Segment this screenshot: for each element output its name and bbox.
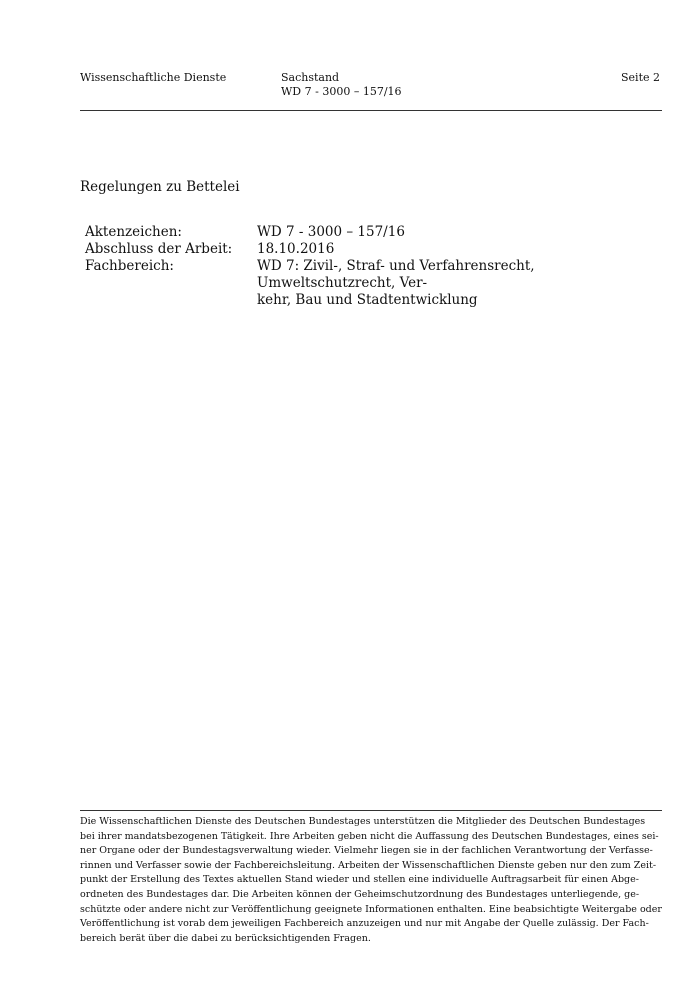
- header-doc-info: [281, 71, 402, 99]
- metadata-label: Abschluss der Arbeit:: [85, 241, 233, 257]
- header-doc-type: Sachstand: [281, 71, 340, 84]
- metadata-row-aktenzeichen: [85, 224, 657, 241]
- disclaimer-line: bei ihrer mandatsbezogenen Tätigkeit. Ihre Arbeiten geben nicht die Auffassung des Deutschen Bundestages, eines sei-: [80, 830, 659, 842]
- metadata-table: [85, 224, 657, 309]
- metadata-value: [257, 241, 657, 258]
- disclaimer-text: [80, 815, 662, 946]
- metadata-value-line: 18.10.2016: [257, 241, 335, 257]
- header-divider: [80, 110, 662, 111]
- footer-divider: [80, 810, 662, 811]
- metadata-row-abschluss: [85, 241, 657, 258]
- disclaimer-line: rinnen und Verfasser sowie der Fachbereichsleitung. Arbeiten der Wissenschaftlichen Dienste geben nur den zum Zeit-: [80, 859, 657, 871]
- metadata-label: Fachbereich:: [85, 258, 174, 274]
- metadata-value: [257, 258, 657, 309]
- metadata-value-line: kehr, Bau und Stadtentwicklung: [257, 292, 478, 308]
- disclaimer-line: Die Wissenschaftlichen Dienste des Deutschen Bundestages unterstützen die Mitglieder des Deutschen Bundestages: [80, 816, 646, 827]
- disclaimer-line: schützte oder andere nicht zur Veröffentlichung geeignete Informationen enthalten. Eine beabsichtigte Weitergabe oder: [80, 903, 662, 915]
- document-title: Regelungen zu Bettelei: [80, 179, 240, 195]
- metadata-value-line: WD 7: Zivil-, Straf- und Verfahrensrecht, Umweltschutzrecht, Ver-: [257, 258, 535, 291]
- disclaimer-line: bereich berät über die dabei zu berücksichtigenden Fragen.: [80, 932, 371, 944]
- disclaimer-line: ner Organe oder der Bundestagsverwaltung wieder. Vielmehr liegen sie in der fachlichen Verantwortung der Verfasse-: [80, 845, 653, 857]
- header-organization: Wissenschaftliche Dienste: [80, 71, 227, 84]
- disclaimer-line: ordneten des Bundestages dar. Die Arbeiten können der Geheimschutzordnung des Bundestages unterliegende, ge-: [80, 888, 640, 900]
- metadata-value: [257, 224, 657, 241]
- metadata-value-line: WD 7 - 3000 – 157/16: [257, 224, 405, 240]
- page-number: Seite 2: [621, 71, 660, 84]
- disclaimer-line: Veröffentlichung ist vorab dem jeweiligen Fachbereich anzuzeigen und nur mit Angabe der Quelle zulässig. Der Fach-: [80, 918, 649, 930]
- metadata-label: Aktenzeichen:: [85, 224, 182, 240]
- header-doc-number: WD 7 - 3000 – 157/16: [281, 85, 402, 98]
- metadata-row-fachbereich: [85, 258, 657, 309]
- disclaimer-line: punkt der Erstellung des Textes aktuellen Stand wieder und stellen eine individuelle Auftragsarbeit für einen Abge-: [80, 874, 639, 886]
